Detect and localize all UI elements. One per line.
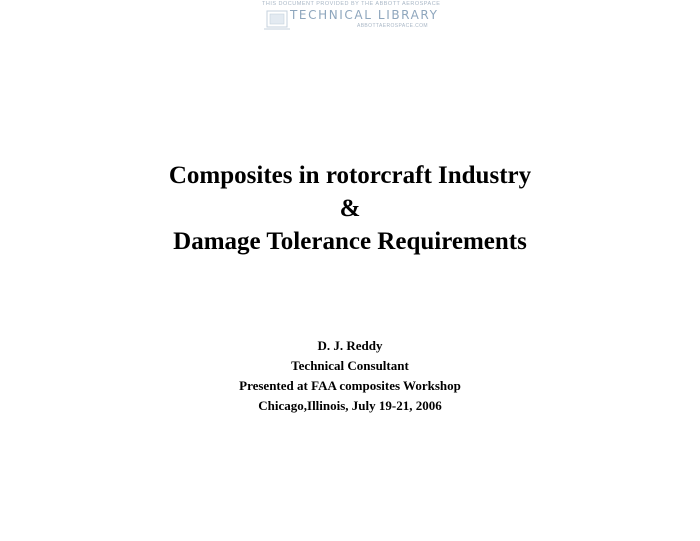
title-line-1: Composites in rotorcraft Industry	[168, 162, 532, 189]
title-ampersand: &	[339, 195, 361, 222]
library-logo-icon	[264, 7, 290, 31]
author-info	[0, 336, 700, 416]
watermark-provider-text: THIS DOCUMENT PROVIDED BY THE ABBOTT AEROSPACE	[262, 1, 441, 7]
watermark-url: ABBOTTAEROSPACE.COM	[356, 23, 428, 29]
technical-library-watermark	[262, 1, 441, 35]
presentation-venue: Presented at FAA composites Workshop	[239, 378, 461, 393]
document-title	[0, 159, 700, 258]
location-date: Chicago,Illinois, July 19-21, 2006	[258, 398, 442, 413]
author-role: Technical Consultant	[291, 358, 409, 373]
watermark-library-name: TECHNICAL LIBRARY	[290, 8, 439, 22]
author-name: D. J. Reddy	[317, 338, 383, 353]
title-line-2: Damage Tolerance Requirements	[173, 228, 527, 255]
